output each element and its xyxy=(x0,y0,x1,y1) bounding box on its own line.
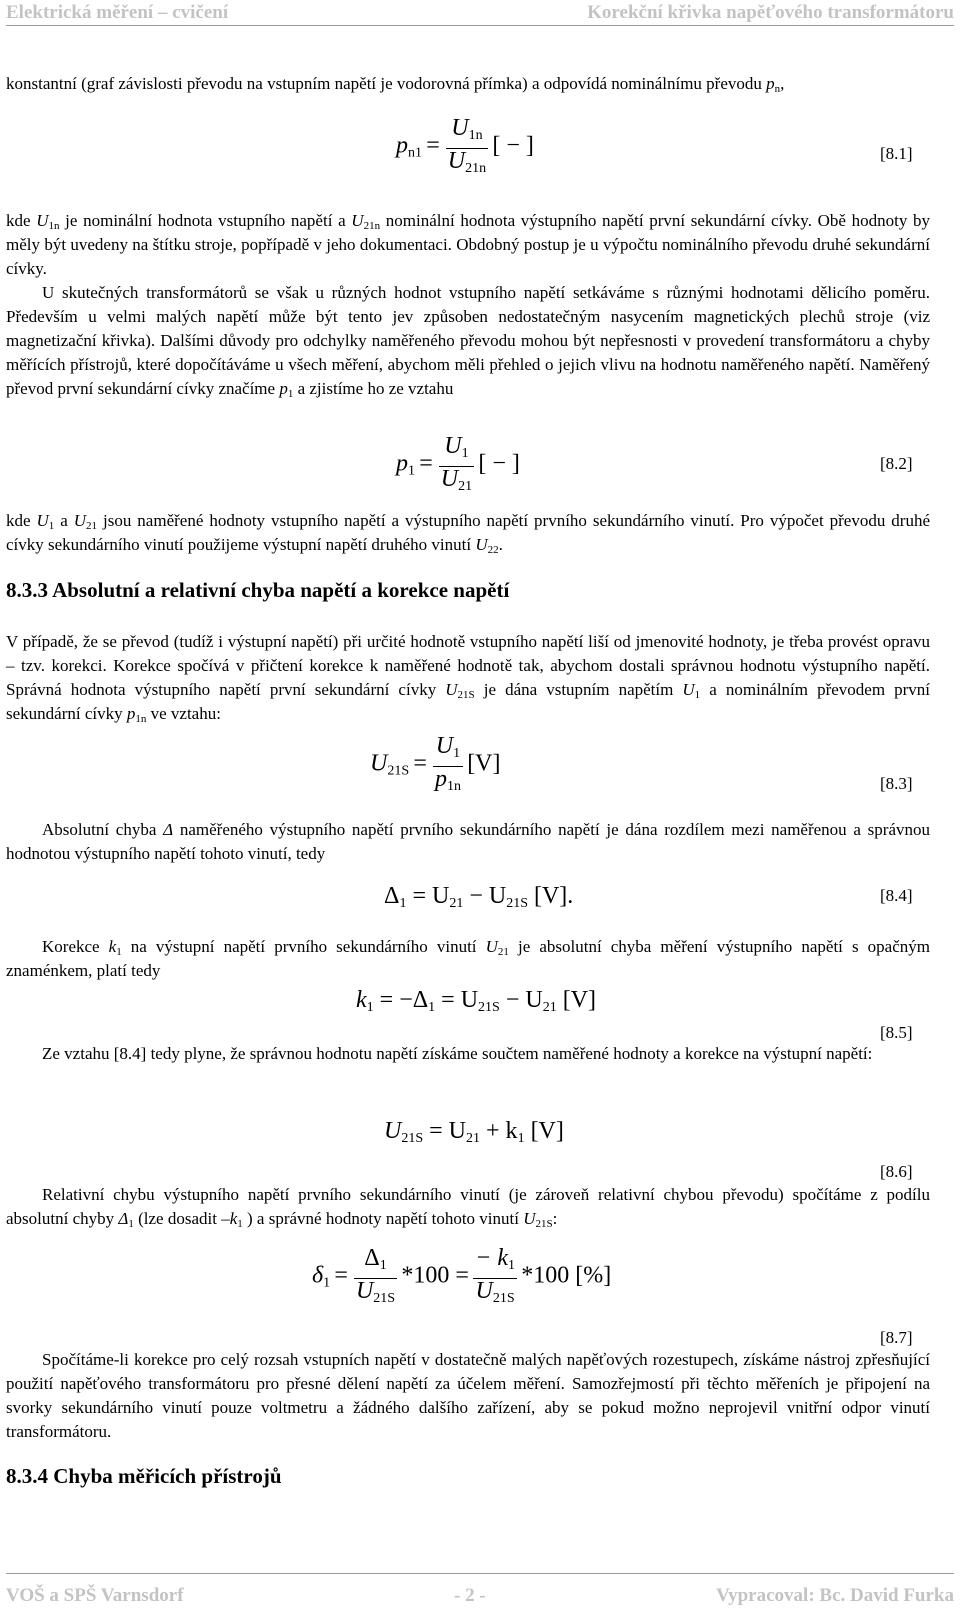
fraction: $\frac{U1}{p1n}$ xyxy=(433,734,463,799)
paragraph-3: U skutečných transformátorů se však u různých hodnot vstupního napětí setkáváme s různými hodnotami dělicího poměru. Především u velmi malých napětí může být tento jev způsoben nedostatečným nasycením magnetických plechů stroje (viz magnetizační křivka). Dalšími důvody pro odchylky naměřeného převodu mohou být nepřesnosti v provedení transformátoru a chyby měřících přístrojů, které dopočítáváme u všech měření, abychom měli přehled o jejich vlivu na hodnotu naměřeného napětí. Naměřený převod první sekundární cívky značíme $p_1$ a zjistíme ho ze vztahu xyxy=(6,283,930,400)
fraction: $\frac{- k1}{U21S}$ xyxy=(473,1246,517,1311)
header-right: Korekční křivka napěťového transformátoru xyxy=(587,2,954,23)
fraction: $\frac{U1n}{U21n}$ xyxy=(446,116,488,181)
equation-8-2: $p_1$ = $\frac{U1}{U21}$ [ − ] xyxy=(396,434,520,499)
paragraph-7: Korekce $k_1$ na výstupní napětí prvního sekundárního vinutí $U_{21}$ je absolutní chyba měření výstupního napětí s opačným znaménkem, platí tedy xyxy=(6,937,930,980)
fraction: $\frac{\Delta 1}{U21S}$ xyxy=(354,1246,397,1311)
equation-8-1: $p_{n1}$ = $\frac{U1n}{U21n}$ [ − ] xyxy=(396,116,534,181)
equation-8-7: $\delta_1$ = $\frac{\Delta 1}{U21S}$ *100 = $\frac{- k1}{U21S}$ *100 [%] xyxy=(312,1246,611,1311)
header-rule xyxy=(6,25,954,26)
page-header xyxy=(6,0,954,24)
paragraph-9: Relativní chybu výstupního napětí prvního sekundárního vinutí (je zároveň relativní chybou převodu) spočítáme z podílu absolutní chyby $\Delta_1$ (lze dosadit $-k_1$ ) a správné hodnoty napětí tohoto vinutí $U_{21S}$: xyxy=(6,1185,930,1230)
page-footer xyxy=(6,1578,954,1608)
paragraph-2: kde $U_{1n}$ je nominální hodnota vstupního napětí a $U_{21n}$ nominální hodnota výstupního napětí první sekundární cívky. Obě hodnoty by měly být uvedeny na štítku stroje, popřípadě v jeho dokumentaci. Obdobný postup je u výpočtu nominálního převodu druhé sekundární cívky. xyxy=(6,211,930,278)
equation-8-5: k1 = −Δ1 = U21S − U21 [V] xyxy=(356,987,597,1015)
footer-right: Vypracoval: Bc. David Furka xyxy=(716,1585,954,1606)
paragraph-5: V případě, že se převod (tudíž i výstupní napětí) při určité hodnotě vstupního napětí liší od jmenovité hodnoty, je třeba provést opravu – tzv. korekci. Korekce spočívá v přičtení korekce k naměřené hodnotě tak, abychom dostali správnou hodnotu výstupního napětí. Správná hodnota výstupního napětí první sekundární cívky $U_{21S}$ je dána vstupním napětím $U_1$ a nominálním převodem první sekundární cívky $p_{1n}$ ve vztahu: xyxy=(6,632,930,725)
fraction: $\frac{U1}{U21}$ xyxy=(439,434,474,499)
section-heading-8-3-4: 8.3.4 Chyba měřicích přístrojů xyxy=(6,1464,282,1488)
paragraph-1: konstantní (graf závislosti převodu na vstupním napětí je vodorovná přímka) a odpovídá nominálnímu převodu $p_n$, xyxy=(6,74,785,95)
footer-rule xyxy=(6,1573,954,1574)
paragraph-4: kde $U_1$ a $U_{21}$ jsou naměřené hodnoty vstupního napětí a výstupního napětí prvního sekundárního vinutí. Pro výpočet převodu druhé cívky sekundárního vinutí použijeme výstupní napětí druhého vinutí $U_{22}$. xyxy=(6,511,931,556)
equation-label-8-7: [8.7] xyxy=(880,1328,913,1347)
equation-label-8-6: [8.6] xyxy=(880,1162,913,1181)
equation-8-4: Δ1 = U21 − U21S [V]. xyxy=(384,883,574,911)
header-left: Elektrická měření – cvičení xyxy=(6,2,229,23)
equation-8-3: $U_{21S}$ = $\frac{U1}{p1n}$ [V] xyxy=(370,734,501,799)
equation-label-8-4: [8.4] xyxy=(880,886,913,905)
paragraph-6: Absolutní chyba Δ naměřeného výstupního napětí prvního sekundárního napětí je dána rozdílem mezi naměřenou a správnou hodnotou výstupního napětí tohoto vinutí, tedy xyxy=(6,820,930,863)
section-heading-8-3-3: 8.3.3 Absolutní a relativní chyba napětí a korekce napětí xyxy=(6,578,510,602)
equation-label-8-5: [8.5] xyxy=(880,1023,913,1042)
equation-label-8-2: [8.2] xyxy=(880,454,913,473)
equation-8-6: U21S = U21 + k1 [V] xyxy=(384,1118,564,1146)
paragraph-10: Spočítáme-li korekce pro celý rozsah vstupních napětí v dostatečně malých napěťových rozestupech, získáme nástroj zpřesňující použití napěťového transformátoru pro přesné dělení napětí za účelem měření. Samozřejmostí při těchto měřeních je připojení na svorky sekundárního vinutí pouze voltmetru a žádného dalšího zařízení, aby se pokud možno neprojevil vnitřní odpor vinutí transformátoru. xyxy=(6,1350,930,1441)
footer-left: VOŠ a SPŠ Varnsdorf xyxy=(6,1585,184,1606)
equation-label-8-3: [8.3] xyxy=(880,774,913,793)
equation-label-8-1: [8.1] xyxy=(880,144,913,163)
paragraph-8: Ze vztahu [8.4] tedy plyne, že správnou hodnotu napětí získáme součtem naměřené hodnoty a korekce na výstupní napětí: xyxy=(42,1044,873,1063)
page-number: - 2 - xyxy=(454,1585,486,1606)
